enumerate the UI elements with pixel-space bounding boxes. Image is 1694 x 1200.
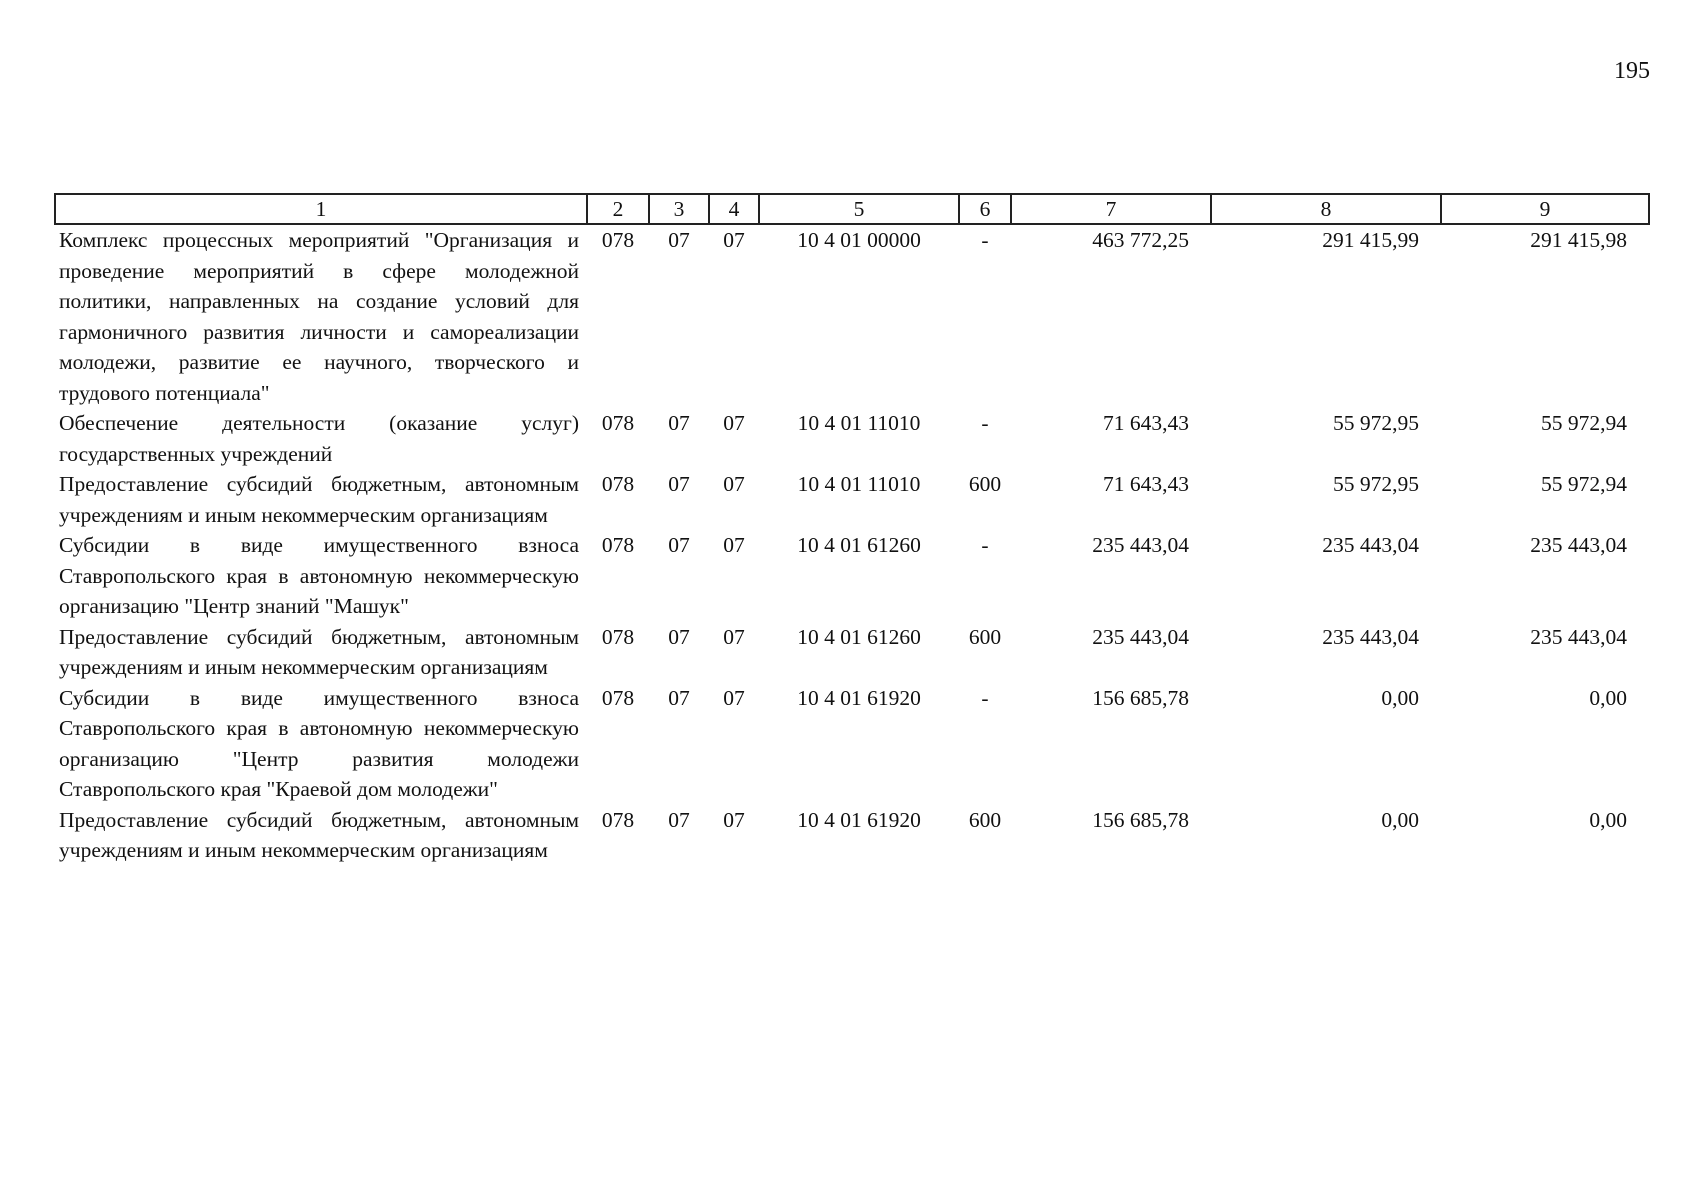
amount-col-8: 0,00 [1381, 685, 1419, 710]
column-header: 4 [709, 194, 759, 224]
subsection-code: 07 [723, 624, 745, 649]
amount-col-8: 55 972,95 [1333, 411, 1419, 435]
column-header: 2 [587, 194, 649, 224]
amount-col-8: 0,00 [1381, 807, 1419, 832]
table-row [55, 683, 1649, 805]
amount-col-8: 55 972,95 [1333, 472, 1419, 496]
amount-col-7: 71 643,43 [1103, 411, 1189, 435]
expense-type-code: - [981, 411, 989, 435]
section-code: 07 [668, 411, 690, 435]
expense-type-code: - [981, 228, 989, 252]
ministry-code: 078 [601, 472, 635, 496]
amount-col-8: 235 443,04 [1322, 624, 1419, 649]
expense-type-code: - [981, 533, 989, 557]
amount-col-7: 156 685,78 [1092, 685, 1189, 710]
expense-type-code: 600 [968, 807, 1002, 832]
column-header: 9 [1441, 194, 1649, 224]
target-item-code: 10 4 01 11010 [797, 472, 921, 496]
subsection-code: 07 [723, 228, 745, 252]
table-row [55, 224, 1649, 408]
column-header: 5 [759, 194, 959, 224]
table-row [55, 530, 1649, 622]
ministry-code: 078 [601, 228, 635, 252]
amount-col-8: 291 415,99 [1322, 228, 1419, 252]
row-description: Предоставление субсидий бюджетным, автономным учреждениям и иным некоммерческим организациям [59, 472, 579, 527]
column-number-row [55, 194, 1649, 224]
expense-type-code: - [981, 685, 989, 710]
amount-col-7: 156 685,78 [1092, 807, 1189, 832]
column-header: 6 [959, 194, 1011, 224]
column-header: 1 [55, 194, 587, 224]
section-code: 07 [668, 624, 690, 649]
table-row [55, 408, 1649, 469]
ministry-code: 078 [601, 411, 635, 435]
row-description: Предоставление субсидий бюджетным, автономным учреждениям и иным некоммерческим организациям [59, 807, 579, 862]
amount-col-9: 55 972,94 [1541, 411, 1627, 435]
page-number: 195 [1614, 58, 1650, 84]
row-description: Субсидии в виде имущественного взноса Ставропольского края в автономную некоммерческую организацию "Центр знаний "Машук" [59, 533, 579, 618]
budget-table [54, 193, 1650, 866]
amount-col-7: 71 643,43 [1103, 472, 1189, 496]
table-row [55, 469, 1649, 530]
target-item-code: 10 4 01 61920 [797, 807, 921, 832]
subsection-code: 07 [723, 411, 745, 435]
target-item-code: 10 4 01 00000 [797, 228, 921, 252]
section-code: 07 [668, 685, 690, 710]
amount-col-9: 235 443,04 [1530, 624, 1627, 649]
ministry-code: 078 [601, 807, 635, 832]
amount-col-9: 291 415,98 [1530, 228, 1627, 252]
section-code: 07 [668, 807, 690, 832]
amount-col-9: 235 443,04 [1530, 533, 1627, 557]
ministry-code: 078 [601, 533, 635, 557]
column-header: 3 [649, 194, 709, 224]
column-header: 7 [1011, 194, 1211, 224]
amount-col-9: 55 972,94 [1541, 472, 1627, 496]
section-code: 07 [668, 228, 690, 252]
section-code: 07 [668, 533, 690, 557]
amount-col-9: 0,00 [1589, 685, 1627, 710]
row-description: Предоставление субсидий бюджетным, автономным учреждениям и иным некоммерческим организациям [59, 624, 579, 679]
expense-type-code: 600 [968, 624, 1002, 649]
table-row [55, 805, 1649, 866]
amount-col-7: 235 443,04 [1092, 624, 1189, 649]
target-item-code: 10 4 01 61920 [797, 685, 921, 710]
row-description: Субсидии в виде имущественного взноса Ставропольского края в автономную некоммерческую организацию "Центр развития молодежи Ставропольского края "Краевой дом молодежи" [59, 685, 579, 801]
subsection-code: 07 [723, 472, 745, 496]
target-item-code: 10 4 01 11010 [797, 411, 921, 435]
amount-col-7: 235 443,04 [1092, 533, 1189, 557]
row-description: Обеспечение деятельности (оказание услуг) государственных учреждений [59, 411, 579, 466]
section-code: 07 [668, 472, 690, 496]
column-header: 8 [1211, 194, 1441, 224]
ministry-code: 078 [601, 685, 635, 710]
subsection-code: 07 [723, 807, 745, 832]
ministry-code: 078 [601, 624, 635, 649]
table-row [55, 622, 1649, 683]
subsection-code: 07 [723, 533, 745, 557]
amount-col-7: 463 772,25 [1092, 228, 1189, 252]
row-description: Комплекс процессных мероприятий "Организация и проведение мероприятий в сфере молодежной политики, направленных на создание условий для гармоничного развития личности и самореализации молодежи, развитие ее научного, творческого и трудового потенциала" [59, 228, 579, 405]
target-item-code: 10 4 01 61260 [797, 533, 921, 557]
subsection-code: 07 [723, 685, 745, 710]
amount-col-9: 0,00 [1589, 807, 1627, 832]
target-item-code: 10 4 01 61260 [797, 624, 921, 649]
expense-type-code: 600 [968, 472, 1002, 496]
amount-col-8: 235 443,04 [1322, 533, 1419, 557]
